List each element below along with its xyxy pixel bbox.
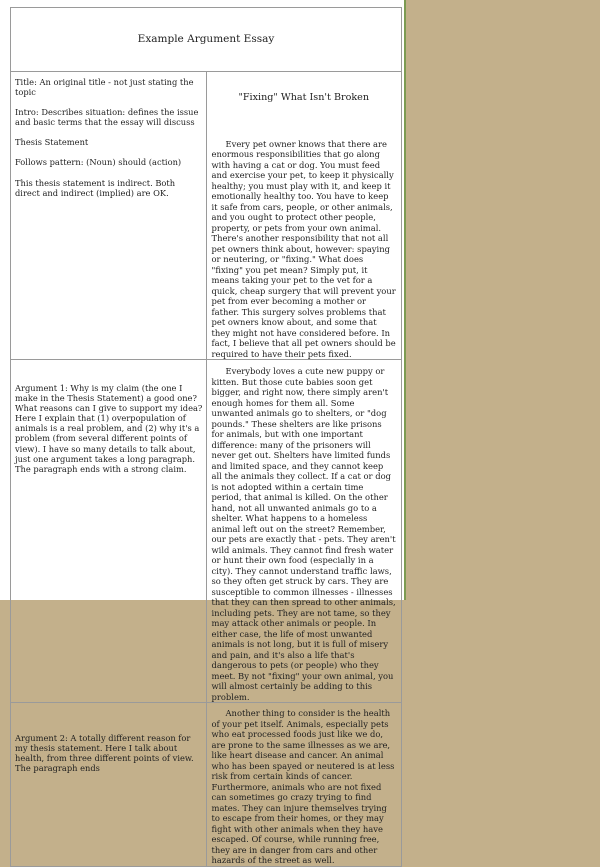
essay-cell [206, 703, 402, 867]
annotation-argument-1: Argument 1: Why is my claim (the one I make in the Thesis Statement) a good one? What reasons can I give to support my idea? Here I explain that (1) overpopulation of animals is a real problem, and (2) why it's a problem (from several different points of view). I have so many details to talk about, just one argument takes a long paragraph. The paragraph ends with a strong claim. [15, 383, 203, 474]
essay-title: Example Argument Essay [137, 33, 275, 45]
essay-cell [206, 72, 402, 360]
annotation-indirect: This thesis statement is indirect. Both direct and indirect (implied) are OK. [15, 177, 176, 198]
table-row [11, 703, 402, 867]
table-row [11, 360, 402, 703]
annotation-intro: Intro: Describes situation: defines the issue and basic terms that the essay will discuss [15, 107, 199, 128]
argument-1-paragraph: Everybody loves a cute new puppy or kitten. But those cute babies soon get bigger, and right now, there simply aren't enough homes for them all. Some unwanted animals go to shelters, or "dog pounds." These shelters are like prisons for animals, but with one important difference: many of the prisoners will never get out. Shelters have limited funds and limited space, and they cannot keep all the animals they collect. If a cat or dog is not adopted within a certain time period, that animal is killed. On the other hand, not all unwanted animals go to a shelter. What happens to a homeless animal left out on the street? Remember, our pets are exactly that - pets. They aren't wild animals. They cannot find fresh water or hunt their own food (especially in a city). They cannot understand traffic laws, so they often get struck by cars. They are susceptible to common illnesses - illnesses that they can then spread to other animals, including pets. They are not tame, so they may attack other animals or people. In either case, the life of most unwanted animals is not long, but it is full of misery and pain, and it's also a life that's dangerous to pets (or people) who they meet. By not "fixing" your own animal, you will almost certainly be adding to this problem. [211, 366, 396, 702]
essay-table [10, 7, 402, 867]
annotation-argument-2: Argument 2: A totally different reason for my thesis statement. Here I talk about health, from three different points of view. The paragraph ends [15, 733, 194, 774]
annotation-cell [11, 72, 207, 360]
annotation-title: Title: An original title - not just stating the topic [15, 77, 194, 98]
title-cell [11, 8, 402, 72]
annotation-pattern: Follows pattern: (Noun) should (action) [15, 157, 182, 168]
annotation-thesis: Thesis Statement [15, 137, 89, 148]
essay-heading: "Fixing" What Isn't Broken [238, 92, 370, 103]
annotation-cell [11, 360, 207, 703]
table-row [11, 72, 402, 360]
annotation-cell [11, 703, 207, 867]
intro-paragraph: Every pet owner knows that there are enormous responsibilities that go along with having a cat or dog. You must feed and exercise your pet, to keep it physically healthy; you must play with it, and keep it emotionally healthy too. You have to keep it safe from cars, people, or other animals, and you ought to protect other people, property, or pets from your own animal. There's another responsibility that not all pet owners think about, however: spaying or neutering, or "fixing." What does "fixing" you pet mean? Simply put, it means taking your pet to the vet for a quick, cheap surgery that will prevent your pet from ever becoming a mother or father. This surgery solves problems that pet owners know about, and some that they might not have considered before. In fact, I believe that all pet owners should be required to have their pets fixed. [211, 138, 396, 359]
argument-2-paragraph: Another thing to consider is the health of your pet itself. Animals, especially pets who eat processed foods just like we do, are prone to the same illnesses as we are, like heart disease and cancer. An animal who has been spayed or neutered is at less risk from certain kinds of cancer. Furthermore, animals who are not fixed can sometimes go crazy trying to find mates. They can injure themselves trying to escape from their homes, or they may fight with other animals when they have escaped. Of course, while running free, they are in danger from cars and other hazards of the street as well. [211, 708, 395, 865]
essay-cell [206, 360, 402, 703]
